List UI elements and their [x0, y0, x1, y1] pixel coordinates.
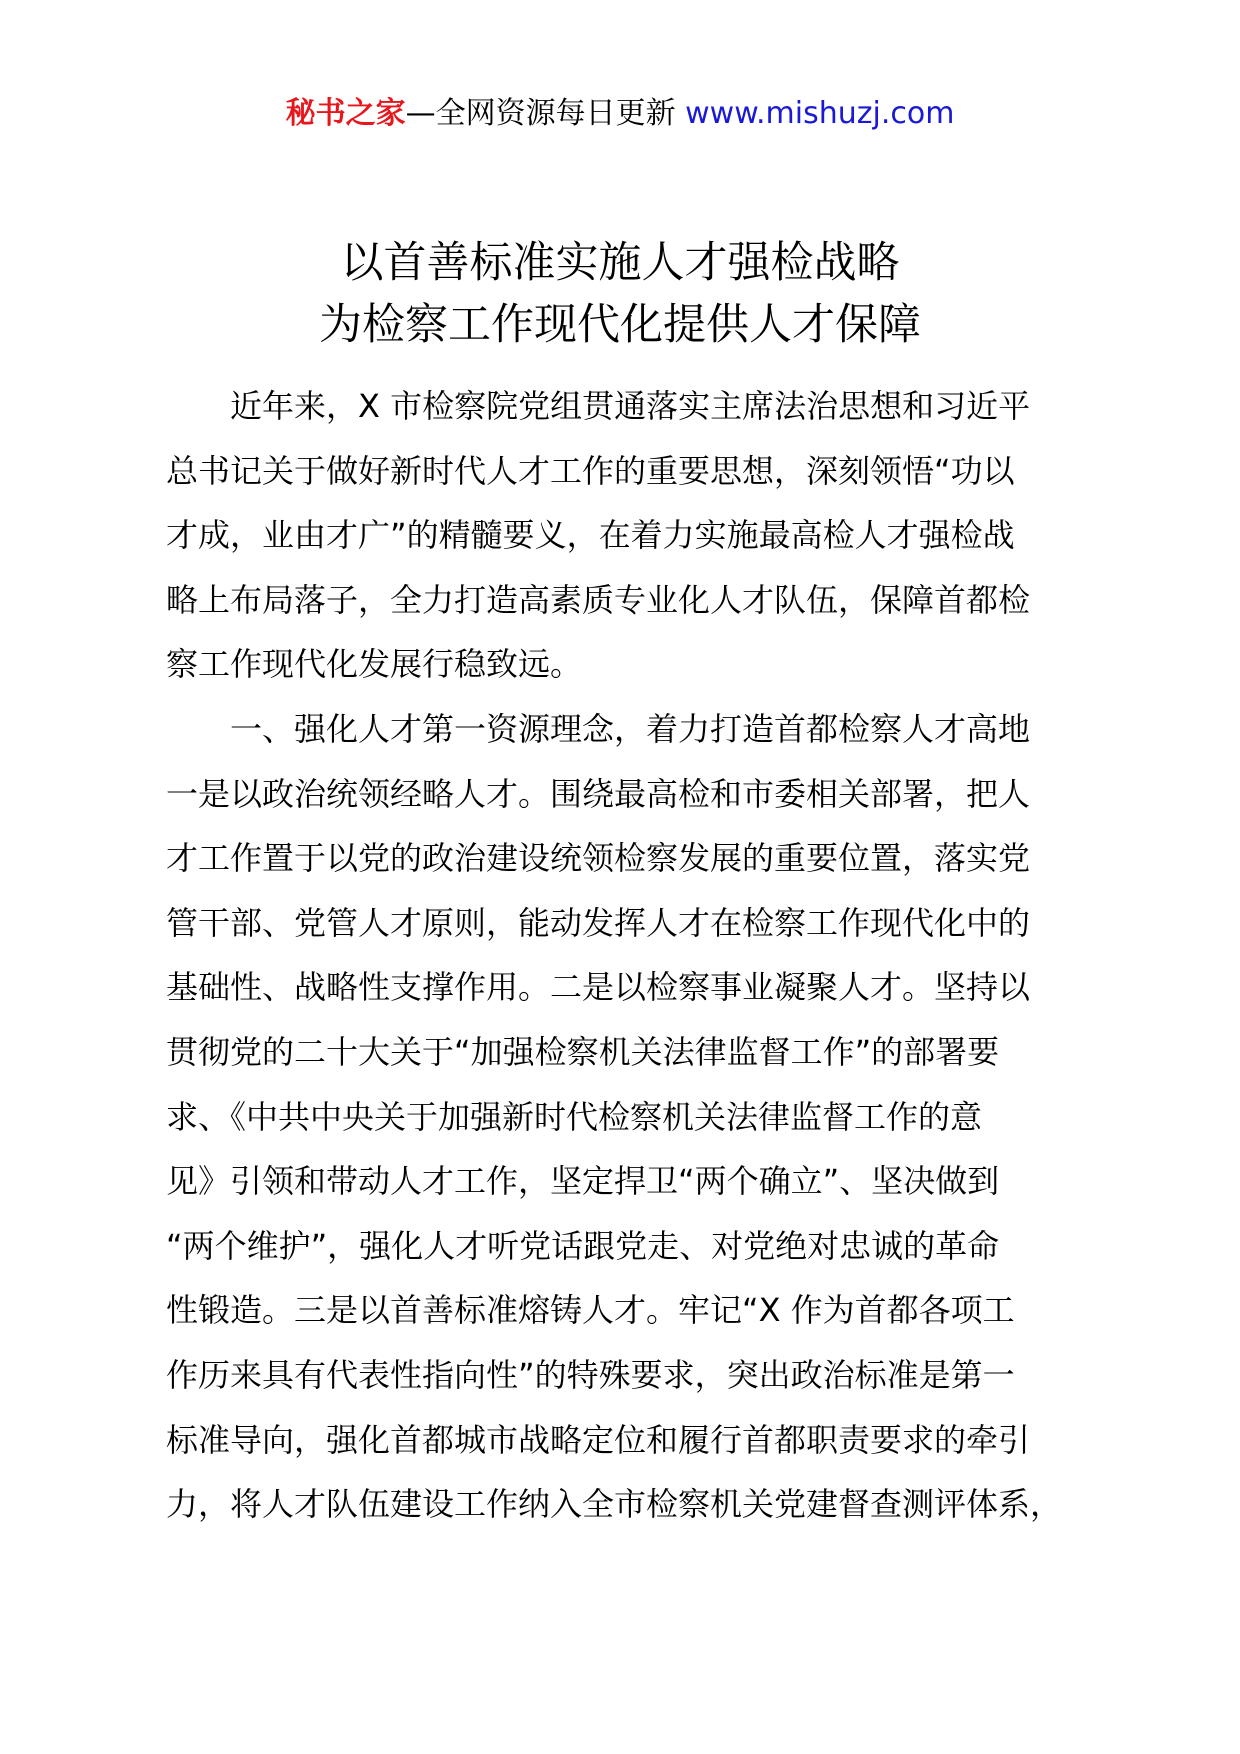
title-line-1: 以首善标准实施人才强检战略 [340, 238, 900, 288]
document-body [166, 374, 1086, 1537]
text-line: 一是以政治统领经略人才。围绕最高检和市委相关部署，把人 [166, 774, 1031, 813]
text-line: 管干部、党管人才原则，能动发挥人才在检察工作现代化中的 [166, 903, 1031, 942]
text-line: 性锻造。三是以首善标准熔铸人才。牢记“X 作为首都各项工 [166, 1291, 1015, 1330]
intro-paragraph [166, 374, 1086, 697]
site-header [0, 94, 1240, 134]
section-1-paragraph [166, 762, 1086, 1537]
header-tagline: —全网资源每日更新 [405, 96, 676, 131]
text-line: 基础性、战略性支撑作用。二是以检察事业凝聚人才。坚持以 [166, 968, 1031, 1007]
website-link[interactable]: www.mishuzj.com [685, 96, 955, 131]
document-title [0, 232, 1240, 356]
text-line: 求、《中共中央关于加强新时代检察机关法律监督工作的意 [166, 1097, 983, 1136]
text-line: 近年来，X 市检察院党组贯通落实主席法治思想和习近平 [230, 387, 1031, 425]
text-line: 作历来具有代表性指向性”的特殊要求，突出政治标准是第一 [166, 1355, 1015, 1394]
text-line: 才工作置于以党的政治建设统领检察发展的重要位置，落实党 [166, 839, 1031, 878]
text-line: 见》引领和带动人才工作，坚定捍卫“两个确立”、坚决做到 [166, 1162, 1000, 1201]
section-1-heading [166, 697, 1086, 762]
text-line: 才成，业由才广”的精髓要义，在着力实施最高检人才强检战 [166, 516, 1015, 555]
title-line-2: 为检察工作现代化提供人才保障 [319, 300, 921, 350]
text-line: “两个维护”，强化人才听党话跟党走、对党绝对忠诚的革命 [166, 1226, 1000, 1265]
text-line: 总书记关于做好新时代人才工作的重要思想，深刻领悟“功以 [166, 451, 1015, 490]
text-line: 标准导向，强化首都城市战略定位和履行首都职责要求的牵引 [166, 1420, 1031, 1459]
text-line: 察工作现代化发展行稳致远。 [166, 645, 583, 684]
text-line: 略上布局落子，全力打造高素质专业化人才队伍，保障首都检 [166, 580, 1031, 619]
text-line: 力，将人才队伍建设工作纳入全市检察机关党建督查测评体系， [166, 1485, 1063, 1524]
text-line: 贯彻党的二十大关于“加强检察机关法律监督工作”的部署要 [166, 1032, 1000, 1071]
section-heading-text: 一、强化人才第一资源理念，着力打造首都检察人才高地 [230, 709, 1031, 748]
brand-name: 秘书之家 [285, 96, 406, 131]
